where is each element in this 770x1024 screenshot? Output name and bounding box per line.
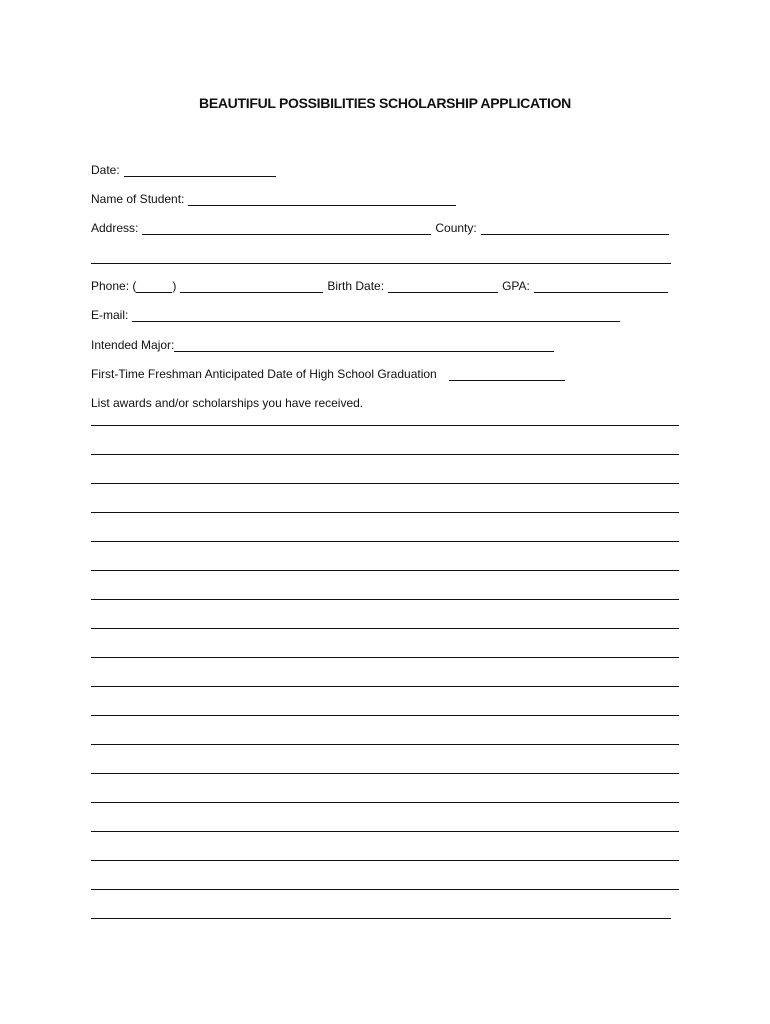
date-field[interactable] <box>124 165 276 177</box>
awards-line[interactable] <box>91 831 679 832</box>
graduation-label: First-Time Freshman Anticipated Date of High School Graduation <box>91 367 437 381</box>
phone-row <box>91 279 668 293</box>
address-line-2[interactable] <box>91 263 671 264</box>
gpa-field[interactable] <box>534 281 668 293</box>
birth-date-label: Birth Date: <box>327 279 385 293</box>
county-label: County: <box>435 221 477 235</box>
awards-line[interactable] <box>91 802 679 803</box>
awards-line[interactable] <box>91 773 679 774</box>
major-field[interactable] <box>174 340 554 352</box>
county-field[interactable] <box>481 223 669 235</box>
awards-line[interactable] <box>91 918 671 919</box>
awards-lines <box>91 425 679 947</box>
phone-field[interactable] <box>180 281 323 293</box>
awards-line[interactable] <box>91 512 679 513</box>
phone-paren: ) <box>172 279 177 293</box>
email-row <box>91 308 620 322</box>
awards-line[interactable] <box>91 744 679 745</box>
awards-line[interactable] <box>91 599 679 600</box>
gpa-label: GPA: <box>502 279 530 293</box>
awards-line[interactable] <box>91 541 679 542</box>
form-title: BEAUTIFUL POSSIBILITIES SCHOLARSHIP APPLICATION <box>199 95 571 111</box>
date-row <box>91 163 276 177</box>
major-row <box>91 338 554 352</box>
awards-line[interactable] <box>91 483 679 484</box>
address-row <box>91 221 669 235</box>
email-field[interactable] <box>132 310 620 322</box>
date-label: Date: <box>91 163 120 177</box>
graduation-date-field[interactable] <box>449 369 565 381</box>
awards-line[interactable] <box>91 454 679 455</box>
graduation-row <box>91 367 565 381</box>
birth-date-field[interactable] <box>388 281 498 293</box>
email-label: E-mail: <box>91 308 129 322</box>
student-name-field[interactable] <box>188 194 456 206</box>
awards-line[interactable] <box>91 628 679 629</box>
student-name-label: Name of Student: <box>91 192 185 206</box>
awards-row <box>91 396 363 410</box>
awards-line[interactable] <box>91 686 679 687</box>
awards-line[interactable] <box>91 657 679 658</box>
awards-line[interactable] <box>91 425 679 426</box>
awards-line[interactable] <box>91 570 679 571</box>
area-code-field[interactable] <box>136 281 172 293</box>
awards-line[interactable] <box>91 889 679 890</box>
awards-line[interactable] <box>91 715 679 716</box>
address-label: Address: <box>91 221 139 235</box>
major-label: Intended Major: <box>91 338 175 352</box>
student-name-row <box>91 192 456 206</box>
phone-label: Phone: ( <box>91 279 137 293</box>
address-field[interactable] <box>142 223 431 235</box>
awards-label: List awards and/or scholarships you have received. <box>91 396 364 410</box>
awards-line[interactable] <box>91 860 679 861</box>
